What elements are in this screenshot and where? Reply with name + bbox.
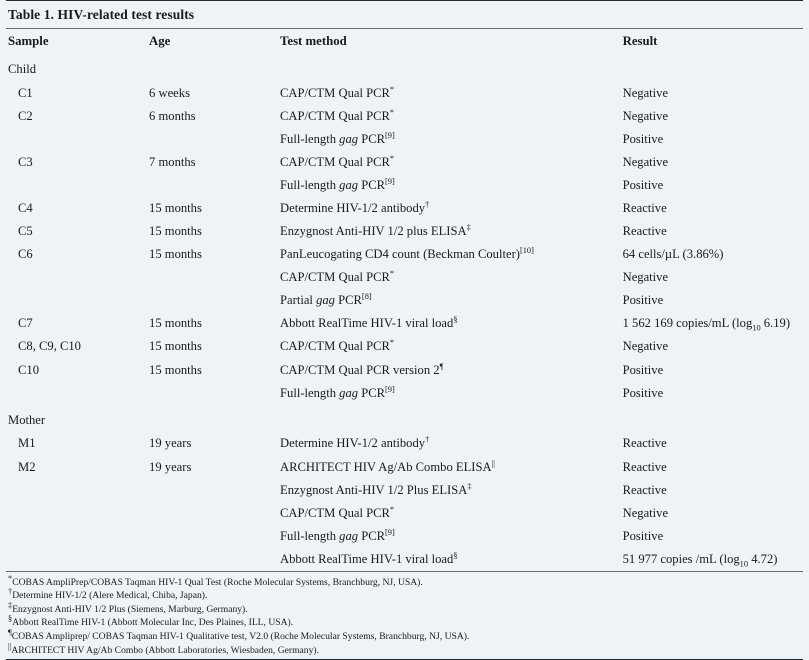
- cell-age: 15 months: [149, 247, 202, 262]
- cell-test-method: Full-length gag PCR[9]: [280, 176, 395, 193]
- cell-age: 15 months: [149, 201, 202, 216]
- cell-result: 51 977 copies /mL ($\log_{10}$ 4.72): [622, 551, 778, 569]
- cell-age: [147, 128, 278, 151]
- cell-result: Positive: [622, 385, 664, 400]
- group-row: [6, 405, 803, 433]
- cell-sample: C3: [18, 155, 33, 170]
- table-row: [6, 358, 803, 381]
- cell-age: [147, 266, 278, 289]
- cell-test-method: Full-length gag PCR[9]: [280, 527, 395, 543]
- table-row: [6, 381, 803, 404]
- results-table: [6, 29, 803, 571]
- table-row: [6, 151, 803, 174]
- cell-age: 6 weeks: [149, 85, 190, 100]
- cell-test-method: ARCHITECT HIV Ag/Ab Combo ELISA||: [280, 458, 495, 474]
- header-row: [6, 29, 803, 54]
- cell-test-method: Enzygnost Anti-HIV 1/2 Plus ELISA‡: [280, 481, 472, 497]
- cell-result: Negative: [622, 339, 669, 354]
- cell-result: 64 cells/µL (3.86%): [622, 247, 724, 262]
- column-header-age: Age: [149, 34, 171, 48]
- table-row: [6, 174, 803, 197]
- table-row: [6, 432, 803, 455]
- cell-sample: C5: [18, 224, 33, 239]
- table-row: [6, 478, 803, 501]
- table-row: [6, 335, 803, 358]
- table-row: [6, 266, 803, 289]
- cell-sample: [6, 502, 147, 525]
- cell-test-method: Abbott RealTime HIV-1 viral load§: [280, 315, 458, 331]
- cell-sample: [6, 548, 147, 571]
- cell-test-method: Full-length gag PCR[9]: [280, 384, 395, 400]
- cell-result: Reactive: [622, 201, 667, 216]
- table-row: [6, 82, 803, 105]
- cell-age: 15 months: [149, 316, 202, 331]
- group-row: [6, 54, 803, 82]
- cell-age: [147, 174, 278, 197]
- footnote-item: ¶COBAS Ampliprep/ COBAS Taqman HIV-1 Qualitative test, V2.0 (Roche Molecular Systems, Branchburg, NJ, USA).: [8, 627, 470, 643]
- footnote-item: *COBAS AmpliPrep/COBAS Taqman HIV-1 Qual Test (Roche Molecular Systems, Branchburg, NJ, USA).: [8, 573, 423, 588]
- cell-age: 15 months: [149, 339, 202, 354]
- table-header: [6, 29, 803, 54]
- cell-test-method: Abbott RealTime HIV-1 viral load§: [280, 550, 458, 566]
- footnote-item: ‡Enzygnost Anti-HIV 1/2 Plus (Siemens, Marburg, Germany).: [8, 600, 248, 615]
- table-row: [6, 197, 803, 220]
- cell-test-method: CAP/CTM Qual PCR version 2¶: [280, 361, 444, 377]
- table-row: [6, 128, 803, 151]
- footnote-item: †Determine HIV-1/2 (Alere Medical, Chiba, Japan).: [8, 587, 208, 602]
- cell-result: Negative: [622, 155, 669, 170]
- cell-age: 7 months: [149, 155, 196, 170]
- cell-age: [147, 548, 278, 571]
- group-label: Mother: [8, 412, 46, 427]
- cell-sample: [6, 174, 147, 197]
- table-row: [6, 220, 803, 243]
- cell-test-method: CAP/CTM Qual PCR*: [280, 504, 395, 520]
- table-row: [6, 548, 803, 571]
- cell-result: Positive: [622, 528, 664, 543]
- cell-result: Positive: [622, 362, 664, 377]
- cell-result: Positive: [622, 293, 664, 308]
- cell-result: 1 562 169 copies/mL ($\log_{10}$ 6.19): [622, 316, 791, 333]
- cell-result: Reactive: [622, 436, 667, 451]
- table-footnotes: [6, 572, 803, 660]
- cell-sample: C8, C9, C10: [18, 339, 81, 354]
- cell-test-method: Full-length gag PCR[9]: [280, 130, 395, 147]
- cell-test-method: CAP/CTM Qual PCR*: [280, 153, 395, 170]
- table-row: [6, 502, 803, 525]
- cell-sample: [6, 128, 147, 151]
- table-row: [6, 525, 803, 548]
- footnote-item: ||ARCHITECT HIV Ag/Ab Combo (Abbott Laboratories, Wiesbaden, Germany).: [8, 641, 319, 656]
- cell-sample: C7: [18, 316, 33, 331]
- column-header-result: Result: [622, 34, 658, 48]
- cell-test-method: Enzygnost Anti-HIV 1/2 plus ELISA‡: [280, 223, 471, 239]
- cell-age: [147, 525, 278, 548]
- cell-age: [147, 289, 278, 312]
- cell-result: Positive: [622, 178, 664, 193]
- table-row: [6, 105, 803, 128]
- column-header-sample: Sample: [8, 34, 49, 48]
- cell-age: 15 months: [149, 224, 202, 239]
- cell-sample: C10: [18, 362, 39, 377]
- cell-test-method: Determine HIV-1/2 antibody†: [280, 435, 430, 451]
- cell-sample: [6, 381, 147, 404]
- table-row: [6, 289, 803, 312]
- footnote-item: §Abbott RealTime HIV-1 (Abbott Molecular Inc, Des Plaines, ILL, USA).: [8, 614, 294, 629]
- cell-age: 19 years: [149, 436, 192, 451]
- cell-test-method: PanLeucogating CD4 count (Beckman Coulter)[10]: [280, 246, 534, 262]
- cell-sample: M1: [18, 436, 36, 451]
- cell-result: Reactive: [622, 224, 667, 239]
- cell-result: Reactive: [622, 459, 667, 474]
- cell-test-method: Determine HIV-1/2 antibody†: [280, 200, 430, 216]
- table-body: [6, 54, 803, 571]
- cell-sample: C2: [18, 109, 33, 123]
- column-header-test-method: Test method: [280, 34, 347, 48]
- cell-result: Positive: [622, 132, 664, 147]
- cell-age: [147, 381, 278, 404]
- cell-sample: C1: [18, 85, 33, 100]
- table-row: [6, 455, 803, 478]
- cell-test-method: CAP/CTM Qual PCR*: [280, 338, 395, 354]
- table-row: [6, 312, 803, 335]
- cell-age: [147, 478, 278, 501]
- cell-sample: [6, 289, 147, 312]
- table-row: [6, 243, 803, 266]
- cell-age: 6 months: [149, 109, 196, 123]
- cell-test-method: CAP/CTM Qual PCR*: [280, 107, 395, 123]
- cell-age: 19 years: [149, 459, 192, 474]
- cell-result: Negative: [622, 270, 669, 285]
- cell-age: [147, 502, 278, 525]
- cell-sample: C6: [18, 247, 33, 262]
- cell-test-method: Partial gag PCR[8]: [280, 292, 372, 308]
- cell-sample: C4: [18, 201, 33, 216]
- cell-test-method: CAP/CTM Qual PCR*: [280, 269, 395, 285]
- cell-test-method: CAP/CTM Qual PCR*: [280, 84, 395, 100]
- cell-sample: [6, 478, 147, 501]
- cell-sample: [6, 525, 147, 548]
- group-label: Child: [8, 62, 36, 76]
- table-caption: Table 1. HIV-related test results: [8, 7, 195, 22]
- cell-sample: M2: [18, 459, 36, 474]
- cell-result: Reactive: [622, 482, 667, 497]
- cell-sample: [6, 266, 147, 289]
- cell-result: Negative: [622, 109, 669, 123]
- cell-age: 15 months: [149, 362, 202, 377]
- cell-result: Negative: [622, 505, 669, 520]
- cell-result: Negative: [622, 85, 669, 100]
